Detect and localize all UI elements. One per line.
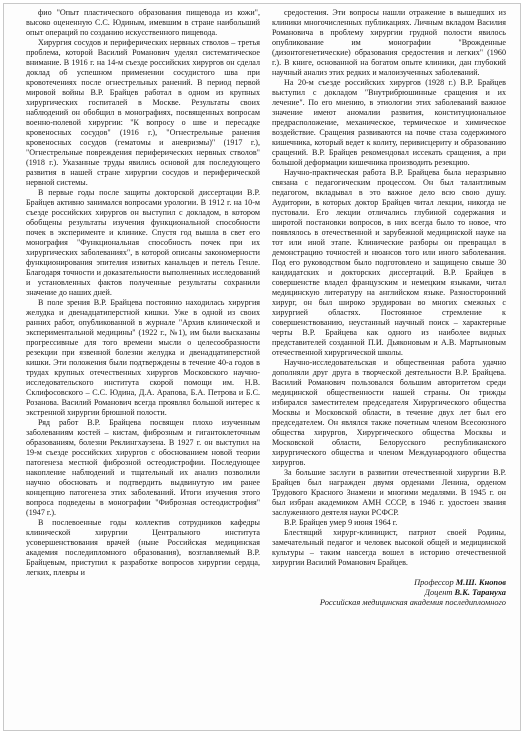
paragraph: В послевоенные годы коллектив сотрудников кафедры клинической хирургии Центрального института усовершенствования врачей (ныне Российская медицинская академия последипломного образования), возглавляемый В.Р. Брайцевым, приступил к разработке вопросов хирургии сердца, легких, плевры и [26,518,260,577]
signature-name: М.Ш. Кнопов [455,578,506,587]
paragraph: В первые годы после защиты докторской диссертации В.Р. Брайцев активно занимался вопросами урологии. В 1912 г. на 10-м съезде российских хирургов он выступил с докладом, в котором обобщены результаты изучения функциональной способности почек в эксперименте и клинике. Спустя год вышла в свет его монография "Функциональная способность почек при их хирургических заболеваниях", в которой описаны закономерности функционирования эпителия извитых канальцев и петель Генле. Благодаря точности и доказательности выполненных исследований и установленных фактов полученные результаты сохранили значение до наших дней. [26,188,260,297]
paragraph: фио "Опыт пластического образования пищевода из кожи", высоко оцененную С.С. Юдиным, имевшим в стране наибольший опыт операций по созданию искусственного пищевода. [26,8,260,37]
paragraph: В поле зрения В.Р. Брайцева постоянно находилась хирургия желудка и двенадцатиперстной кишки. Уже в одной из своих ранних работ, опубликованной в журнале "Архив клинической и экспериментальной медицины" (1922 г., №1), им были высказаны прогрессивные для того времени мысли о целесообразности резекции при язвенной болезни желудка и двенадцатиперстной кишки. Эти положения были подтверждены в течение 40-а годов в трудах крупных отечественных хирургов Московского научно-исследовательского института скорой помощи им. Н.В. Склифосовского – С.С. Юдина, Д.А. Арапова, Б.А. Петрова и Б.С. Розанова. Василий Романович всегда проявлял большой интерес к экстренной хирургии брюшной полости. [26,298,260,417]
paragraph: Хирургия сосудов и периферических нервных стволов – третья проблема, которой Василий Романович уделял систематическое внимание. В 1916 г. на 14-м съезде российских хирургов он сделал доклад об успешном применении сосудистого шва при кровотечениях после огнестрельных ранений. В период первой мировой войны В.Р. Брайцев работал в одном из крупных хирургических госпиталей в Москве. Результаты своих наблюдений он обобщил в монографиях, посвященных вопросам военно-полевой хирургии: "К вопросу о шве и пересадке кровеносных сосудов" (1916 г.), "Огнестрельные ранения кровеносных сосудов (гематомы и аневризмы)" (1917 г.), "Огнестрельные повреждения периферических нервных стволов" (1918 г.). Указанные труды явились основой для последующего развития в нашей стране хирургии сосудов и периферической нервной системы. [26,38,260,187]
paragraph: Научно-практическая работа В.Р. Брайцева была неразрывно связана с педагогическим процессом. Он был талантливым педагогом, вкладывал в это важное дело всю свою душу. Аудитории, в которых доктор Брайцев читал лекции, никогда не пустовали. Его лекции отличались глубиной содержания и широтой постановки вопросов, в них всегда было то новое, что появлялось в отечественной и зарубежной медицинской науке на тот или иной этапе. Клинические разборы он превращал в демонстрацию точностей и нюансов того или иного заболевания. Под его руководством было подготовлено и защищено свыше 30 кандидатских и докторских диссертаций. В.Р. Брайцев в совершенстве владел французским и немецким языками, читал медицинскую литературу на английском языке. Разносторонний хирург, он был широко эрудирован во многих смежных с хирургией областях. Постоянное стремление к совершенствованию, неустанный научный поиск – характерные черты В.Р. Брайцева как одного из наиболее видных представителей созданной П.И. Дьяконовым и А.В. Мартыновым отечественной хирургической школы. [272,168,506,357]
signature-professor [272,578,506,588]
document-page [3,3,521,731]
paragraph: Ряд работ В.Р. Брайцева посвящен плохо изученным заболеваниям костей – кистам, фиброзным и гигантоклеточным образованиям, болезни Реклингхаузена. В 1927 г. он выступил на 19-м съезде российских хирургов с обоснованием новой теории патогенеза местной фиброзной остеодистрофии. Последующее накопление наблюдений и тщательный их анализ позволили научно обосновать и подтвердить выдвинутую им ранее концепцию патогенеза этих заболеваний. Итоги изучения этого вопроса подведены в монографии "Фиброзная остеодистрофия" (1947 г.). [26,418,260,517]
paragraph: Научно-исследовательская и общественная работа удачно дополняли друг друга в творческой деятельности В.Р. Брайцева. Василий Романович пользовался большим авторитетом среди медицинской общественности нашей страны. Он трижды избирался заместителем председателя Хирургического общества Москвы и Московской области, в течение двух лет был его председателем. Он являлся также почетным членом Всесоюзного общества хирургов, Хирургического общества Москвы и Московской области, Белорусского республиканского хирургического общества и членом Международного общества хирургов. [272,358,506,467]
paragraph: Блестящий хирург-клиницист, патриот своей Родины, замечательный педагог и человек высокой общей и медицинской культуры – таким навсегда вошел в историю отечественной хирургии Василий Романович Брайцев. [272,528,506,567]
signature-title: Доцент [424,588,455,597]
paragraph: На 20-м съезде российских хирургов (1928 г.) В.Р. Брайцев выступил с докладом "Внутрибрюшинные сращения и их лечение". По его мнению, в этиологии этих заболеваний важное значение имеют аномалии развития, конституциональное предрасположение, механическое, термическое и химическое воздействие. Сращения развиваются на почве стаза содержимого кишечника, который ведет к колиту, перивисцериту и образованию сращений. В.Р. Брайцев рекомендовал иссекать сращения, а при большой деформации кишечника производить резекцию. [272,78,506,167]
signature-docent [272,588,506,598]
paragraph: За большие заслуги в развитии отечественной хирургии В.Р. Брайцев был награжден двумя орденами Ленина, орденом Трудового Красного Знамени и многими медалями. В 1945 г. он был избран академиком АМН СССР, в 1946 г. удостоен звания заслуженного деятеля науки РСФСР. [272,468,506,517]
signature-institution: Российская медицинская академия последипломного [319,598,506,607]
paragraph: средостения. Эти вопросы нашли отражение в вышедших из клиники многочисленных публикациях. Личным вкладом Василия Романовича в проблему хирургии грудной полости явилось опубликование им монографии "Врожденные (дизонтогенетические) образования средостения и легких" (1960 г.). В книге, основанной на богатом опыте клиники, дан глубокий научный анализ этих редких и малоизученных заболеваний. [272,8,506,77]
right-column [272,8,506,708]
signature-name: В.К. Тарануха [454,588,506,597]
signature-title: Профессор [414,578,456,587]
left-column [26,8,260,708]
paragraph: В.Р. Брайцев умер 9 июня 1964 г. [284,518,398,527]
